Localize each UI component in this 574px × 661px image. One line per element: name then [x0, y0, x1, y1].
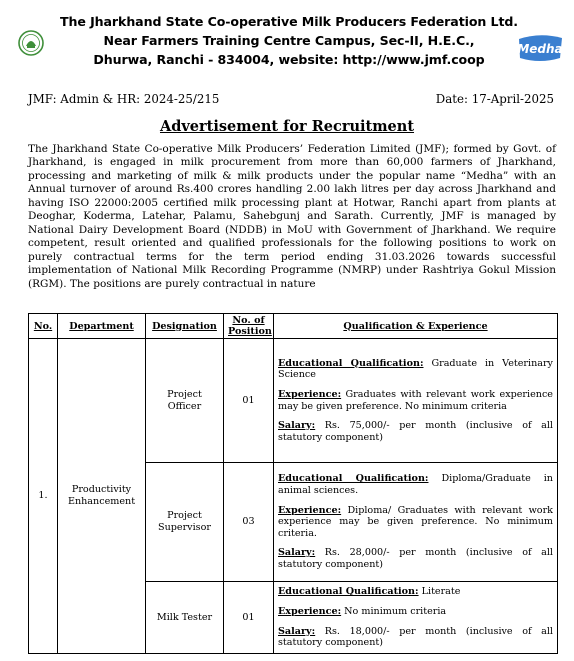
education-text: Diploma/Graduate in animal sciences.	[278, 473, 553, 497]
advertisement-date: Date: 17-April-2025	[435, 92, 554, 106]
reference-number: JMF: Admin & HR: 2024-25/215	[28, 92, 220, 106]
table-row	[29, 339, 558, 463]
education-label: Educational Qualification:	[278, 357, 424, 369]
education-text: Graduate in Veterinary Science	[278, 357, 553, 381]
education-requirement	[278, 586, 553, 598]
education-requirement	[278, 358, 553, 381]
experience-requirement	[278, 389, 553, 412]
experience-label: Experience:	[278, 388, 342, 400]
intro-paragraph: The Jharkhand State Co-operative Milk Producers’ Federation Limited (JMF); formed by Govt. of Jharkhand, is engaged in milk procurement from more than 60,000 farmers of Jharkhand, processing and marketing of milk & milk products under the popular name “Medha” with an Annual turnover of around Rs.400 crores handling 2.00 lakh litres per day across Jharkhand and having ISO 22000:2005 certified milk processing plant at Hotwar, Ranchi apart from plants at Deoghar, Koderma, Latehar, Palamu, Sahebgunj and Sarath. Currently, JMF is managed by National Dairy Development Board (NDDB) in MoU with Government of Jharkhand. We require competent, result oriented and qualified professionals for the following positions to work on purely contractual terms for the term period ending 31.03.2026 towards successful implementation of National Milk Recording Programme (NMRP) under Rashtriya Gokul Mission (RGM). The positions are purely contractual in nature	[28, 143, 556, 290]
salary-info	[278, 547, 553, 570]
salary-label: Salary:	[278, 547, 316, 559]
designation-cell: Project Supervisor	[146, 463, 224, 582]
letterhead	[0, 0, 574, 82]
qualification-cell	[274, 339, 558, 463]
page-title: Advertisement for Recruitment	[159, 118, 415, 135]
salary-label: Salary:	[278, 420, 316, 432]
salary-text: Rs. 18,000/- per month (inclusive of all statutory component)	[278, 625, 553, 649]
education-label: Educational Qualification:	[278, 473, 429, 485]
org-name: The Jharkhand State Co-operative Milk Producers Federation Ltd.	[60, 14, 518, 29]
education-label: Educational Qualification:	[278, 586, 419, 598]
designation-cell: Milk Tester	[146, 582, 224, 654]
designation-cell: Project Officer	[146, 339, 224, 463]
qualification-cell	[274, 463, 558, 582]
experience-text: Diploma/ Graduates with relevant work experience may be given preference. No minimum criteria.	[278, 504, 553, 539]
qualification-cell	[274, 582, 558, 654]
position-count-cell: 01	[224, 582, 274, 654]
experience-text: Graduates with relevant work experience may be given preference. No minimum criteria	[278, 388, 553, 412]
salary-info	[278, 420, 553, 443]
org-address-line-2: Dhurwa, Ranchi - 834004, website: http://www.jmf.coop	[93, 52, 485, 67]
experience-label: Experience:	[278, 504, 342, 516]
medha-logo	[516, 33, 564, 63]
department-cell: Productivity Enhancement	[58, 339, 146, 654]
education-text: Literate	[418, 586, 461, 598]
education-requirement	[278, 473, 553, 496]
col-header-department: Department	[58, 314, 146, 339]
col-header-positions: No. of Position	[224, 314, 274, 339]
col-header-qualification: Qualification & Experience	[274, 314, 558, 339]
row-number: 1.	[29, 339, 58, 654]
salary-label: Salary:	[278, 625, 316, 637]
experience-requirement	[278, 505, 553, 540]
col-header-designation: Designation	[146, 314, 224, 339]
experience-label: Experience:	[278, 605, 342, 617]
medha-logo-text: Medha	[517, 42, 563, 56]
jmf-emblem-icon	[18, 30, 44, 56]
org-address-line-1: Near Farmers Training Centre Campus, Sec-II, H.E.C.,	[103, 33, 475, 48]
col-header-no: No.	[29, 314, 58, 339]
experience-text: No minimum criteria	[341, 605, 447, 617]
salary-text: Rs. 28,000/- per month (inclusive of all statutory component)	[278, 547, 553, 570]
salary-info	[278, 626, 553, 649]
positions-table	[28, 313, 558, 654]
table-header-row	[29, 314, 558, 339]
salary-text: Rs. 75,000/- per month (inclusive of all statutory component)	[278, 420, 553, 443]
position-count-cell: 03	[224, 463, 274, 582]
experience-requirement	[278, 606, 553, 618]
position-count-cell: 01	[224, 339, 274, 463]
